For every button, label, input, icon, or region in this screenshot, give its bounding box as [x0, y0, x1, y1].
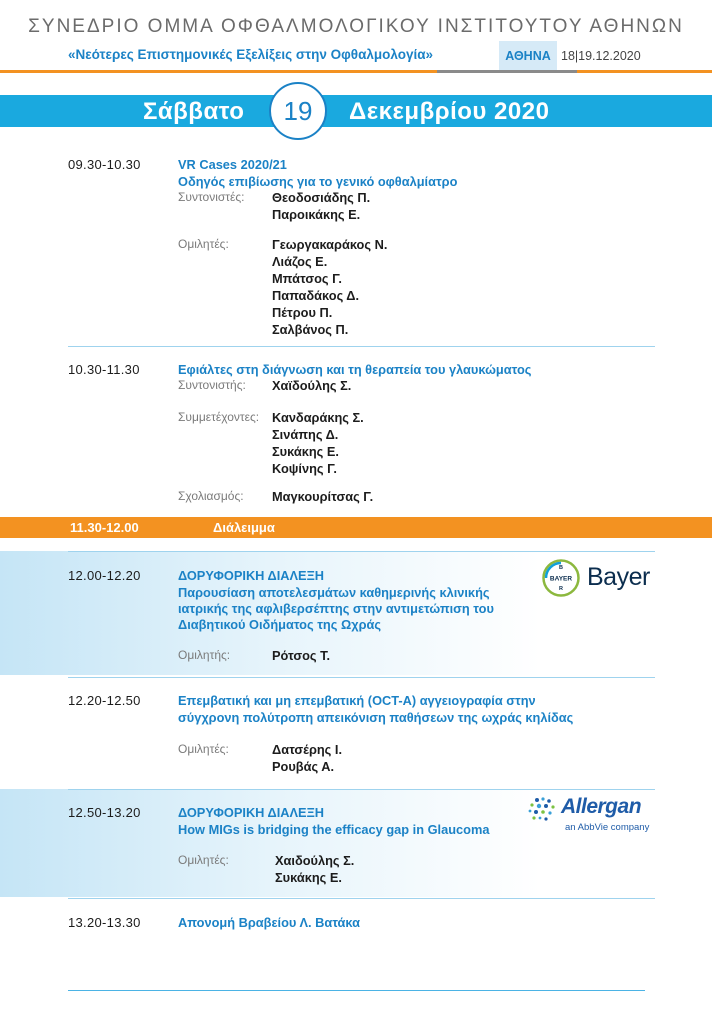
header-divider: [0, 70, 712, 73]
session-time: 09.30-10.30: [68, 157, 141, 172]
session-title: VR Cases 2020/21: [178, 157, 287, 172]
person-name: Δατσέρης Ι.: [272, 742, 343, 757]
svg-text:B: B: [559, 565, 563, 571]
person-name: Συκάκης Ε.: [275, 870, 342, 885]
person-name: Πέτρου Π.: [272, 305, 333, 320]
day-month-year: Δεκεμβρίου 2020: [349, 98, 550, 125]
break-time: 11.30-12.00: [70, 520, 139, 535]
person-name: Παπαδάκος Δ.: [272, 288, 360, 303]
subtitle-bar: [0, 41, 712, 71]
city-label: ΑΘΗΝΑ: [499, 41, 557, 71]
session-time: 12.50-13.20: [68, 805, 141, 820]
people-list: [272, 189, 370, 223]
people-list: [275, 852, 354, 886]
session-label: ΔΟΡΥΦΟΡΙΚΗ ΔΙΑΛΕΞΗ: [178, 568, 325, 583]
session-divider: [68, 346, 655, 347]
break-bar: [0, 517, 712, 538]
person-name: Ρουβάς Α.: [272, 759, 335, 774]
person-name: Σινάπης Δ.: [272, 427, 339, 442]
role-label: Ομιλητές:: [178, 237, 229, 251]
people-list: [272, 488, 373, 505]
role-label: Ομιλητές:: [178, 742, 229, 756]
person-name: Χαϊδούλης Σ.: [272, 378, 352, 393]
session-title: ιατρικής της αφλιβερσέπτης στην αντιμετώπιση του: [178, 601, 494, 616]
break-label: Διάλειμμα: [213, 520, 275, 535]
session-title: Διαβητικού Οιδήματος της Ωχράς: [178, 617, 382, 632]
session-title: Επεμβατική και μη επεμβατική (OCT-A) αγγειογραφία στην: [178, 693, 536, 708]
session-title: How MIGs is bridging the efficacy gap in Glaucoma: [178, 822, 490, 837]
people-list: [272, 236, 387, 338]
header-divider-accent: [437, 70, 577, 73]
person-name: Μαγκουρίτσας Γ.: [272, 489, 374, 504]
person-name: Κανδαράκης Σ.: [272, 410, 364, 425]
session-divider: [68, 677, 655, 678]
session-label: ΔΟΡΥΦΟΡΙΚΗ ΔΙΑΛΕΞΗ: [178, 805, 325, 820]
person-name: Χαιδούλης Σ.: [275, 853, 355, 868]
bayer-cross-logo: [542, 559, 580, 597]
session-title: σύγχρονη πολύτροπη απεικόνιση παθήσεων της ωχράς κηλίδας: [178, 710, 574, 725]
day-number-badge: 19: [269, 82, 327, 140]
session-time: 12.20-12.50: [68, 693, 141, 708]
role-label: Σχολιασμός:: [178, 489, 244, 503]
session-time: 13.20-13.30: [68, 915, 141, 930]
person-name: Ρότσος Τ.: [272, 648, 331, 663]
role-label: Ομιλητές:: [178, 853, 229, 867]
allergan-dots-logo: [527, 796, 561, 822]
date-range: 18|19.12.2020: [561, 49, 641, 63]
person-name: Κοψίνης Γ.: [272, 461, 337, 476]
session-divider: [68, 898, 655, 899]
sponsor-name: Bayer: [587, 563, 650, 591]
people-list: [272, 377, 351, 394]
session-time: 12.00-12.20: [68, 568, 141, 583]
day-weekday: Σάββατο: [143, 98, 245, 125]
svg-text:R: R: [559, 586, 563, 592]
session-title: Απονομή Βραβείου Λ. Βατάκα: [178, 915, 360, 930]
people-list: [272, 741, 342, 775]
role-label: Συμμετέχοντες:: [178, 410, 260, 424]
session-subtitle: Οδηγός επιβίωσης για το γενικό οφθαλμίατρο: [178, 174, 458, 189]
conference-subtitle: «Νεότερες Επιστημονικές Εξελίξεις στην Οφθαλμολογία»: [68, 47, 434, 62]
people-list: [272, 409, 364, 477]
svg-text:BAYER: BAYER: [549, 575, 573, 583]
person-name: Θεοδοσιάδης Π.: [272, 190, 371, 205]
footer-divider: [68, 990, 645, 991]
person-name: Συκάκης Ε.: [272, 444, 339, 459]
sponsor-tagline: an AbbVie company: [565, 822, 650, 833]
person-name: Γεωργακαράκος Ν.: [272, 237, 388, 252]
session-title: Παρουσίαση αποτελεσμάτων καθημερινής κλινικής: [178, 585, 490, 600]
session-title: Εφιάλτες στη διάγνωση και τη θεραπεία του γλαυκώματος: [178, 362, 532, 377]
role-label: Συντονιστές:: [178, 190, 245, 204]
session-time: 10.30-11.30: [68, 362, 140, 377]
role-label: Συντονιστής:: [178, 378, 246, 392]
session-divider: [68, 789, 655, 790]
session-divider: [68, 551, 655, 552]
person-name: Μπάτσος Γ.: [272, 271, 342, 286]
conference-title: ΣΥΝΕΔΡΙΟ ΟΜΜΑ ΟΦΘΑΛΜΟΛΟΓΙΚΟΥ ΙΝΣΤΙΤΟΥΤΟΥ ΑΘΗΝΩΝ: [28, 16, 684, 37]
role-label: Ομιλητής:: [178, 648, 231, 662]
person-name: Λιάζος Ε.: [272, 254, 328, 269]
people-list: [272, 647, 330, 664]
sponsor-name: Allergan: [561, 795, 642, 818]
person-name: Σαλβάνος Π.: [272, 322, 349, 337]
person-name: Παροικάκης Ε.: [272, 207, 361, 222]
